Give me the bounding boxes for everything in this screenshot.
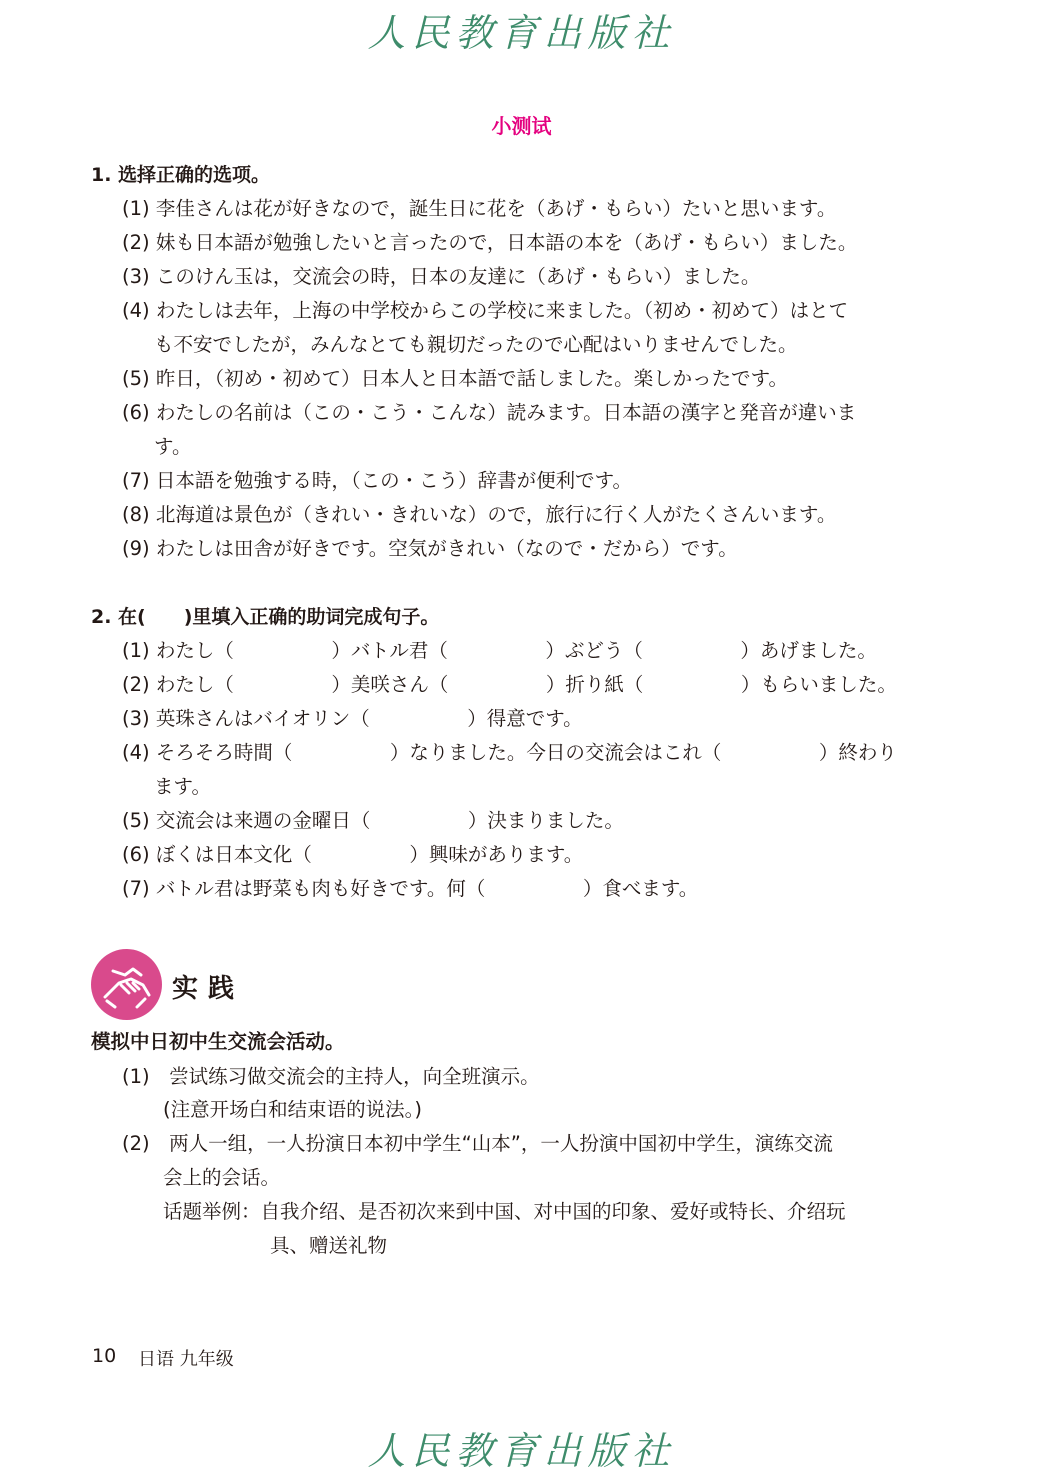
practice-item-1-note: (注意开场白和结束语的说法。) — [163, 1098, 422, 1121]
publisher-logo-bottom: 人民教育出版社 — [367, 1429, 676, 1473]
q2-heading: 2. 在( )里填入正确的助词完成句子。 — [91, 606, 440, 628]
q1-heading: 1. 选择正确的选项。 — [91, 164, 271, 186]
q2-item-3: (3) 英珠さんはバイオリン（ ）得意です。 — [122, 707, 583, 730]
practice-item-2: (2) 两人一组，一人扮演日本初中学生“山本”，一人扮演中国初中学生，演练交流 — [122, 1132, 833, 1155]
q2-item-5: (5) 交流会は来週の金曜日（ ）決まりました。 — [122, 809, 624, 832]
q1-item-3: (3) このけん玉は，交流会の時，日本の友達に（あげ・もらい）ました。 — [122, 265, 761, 288]
q1-item-8: (8) 北海道は景色が（きれい・きれいな）ので，旅行に行く人がたくさんいます。 — [122, 503, 837, 526]
q1-item-9: (9) わたしは田舎が好きです。空気がきれい（なので・だから）です。 — [122, 537, 738, 560]
practice-title: 实践 — [172, 974, 245, 1004]
publisher-logo-top: 人民教育出版社 — [367, 11, 676, 55]
q1-item-5: (5) 昨日，（初め・初めて）日本人と日本語で話しました。楽しかったです。 — [122, 367, 789, 390]
q2-item-4: (4) そろそろ時間（ ）なりました。今日の交流会はこれ（ ）終わり — [122, 741, 897, 764]
practice-item-1: (1) 尝试练习做交流会的主持人，向全班演示。 — [122, 1065, 540, 1088]
quiz-title: 小测试 — [491, 114, 552, 138]
handshake-icon — [91, 949, 162, 1020]
q2-item-7: (7) バトル君は野菜も肉も好きです。何（ ）食べます。 — [122, 877, 699, 900]
q1-item-2: (2) 妹も日本語が勉強したいと言ったので，日本語の本を（あげ・もらい）ました。 — [122, 231, 858, 254]
q2-item-6: (6) ぼくは日本文化（ ）興味があります。 — [122, 843, 584, 866]
q2-item-1: (1) わたし（ ）バトル君（ ）ぶどう（ ）あげました。 — [122, 639, 877, 662]
page-number: 10 — [92, 1345, 117, 1367]
practice-item-2-cont: 会上的会话。 — [163, 1166, 281, 1189]
book-title: 日语 九年级 — [138, 1349, 234, 1370]
practice-topics: 话题举例：自我介绍、是否初次来到中国、对中国的印象、爱好或特长、介绍玩 — [163, 1200, 846, 1223]
q1-item-7: (7) 日本語を勉強する時，（この・こう）辞書が便利です。 — [122, 469, 633, 492]
q2-item-2: (2) わたし（ ）美咲さん（ ）折り紙（ ）もらいました。 — [122, 673, 897, 696]
q1-item-6: (6) わたしの名前は（この・こう・こんな）読みます。日本語の漢字と発音が違いま — [122, 401, 857, 424]
q1-item-1: (1) 李佳さんは花が好きなので，誕生日に花を（あげ・もらい）たいと思います。 — [122, 197, 837, 220]
q2-item-4-cont: ます。 — [154, 775, 211, 798]
practice-topics-cont: 具、赠送礼物 — [270, 1234, 388, 1257]
q1-item-6-cont: す。 — [154, 435, 192, 458]
practice-intro: 模拟中日初中生交流会活动。 — [91, 1030, 345, 1053]
q1-item-4-cont: も不安でしたが，みんなとても親切だったので心配はいりませんでした。 — [154, 333, 798, 356]
q1-item-4: (4) わたしは去年，上海の中学校からこの学校に来ました。（初め・初めて）はとて — [122, 299, 849, 322]
